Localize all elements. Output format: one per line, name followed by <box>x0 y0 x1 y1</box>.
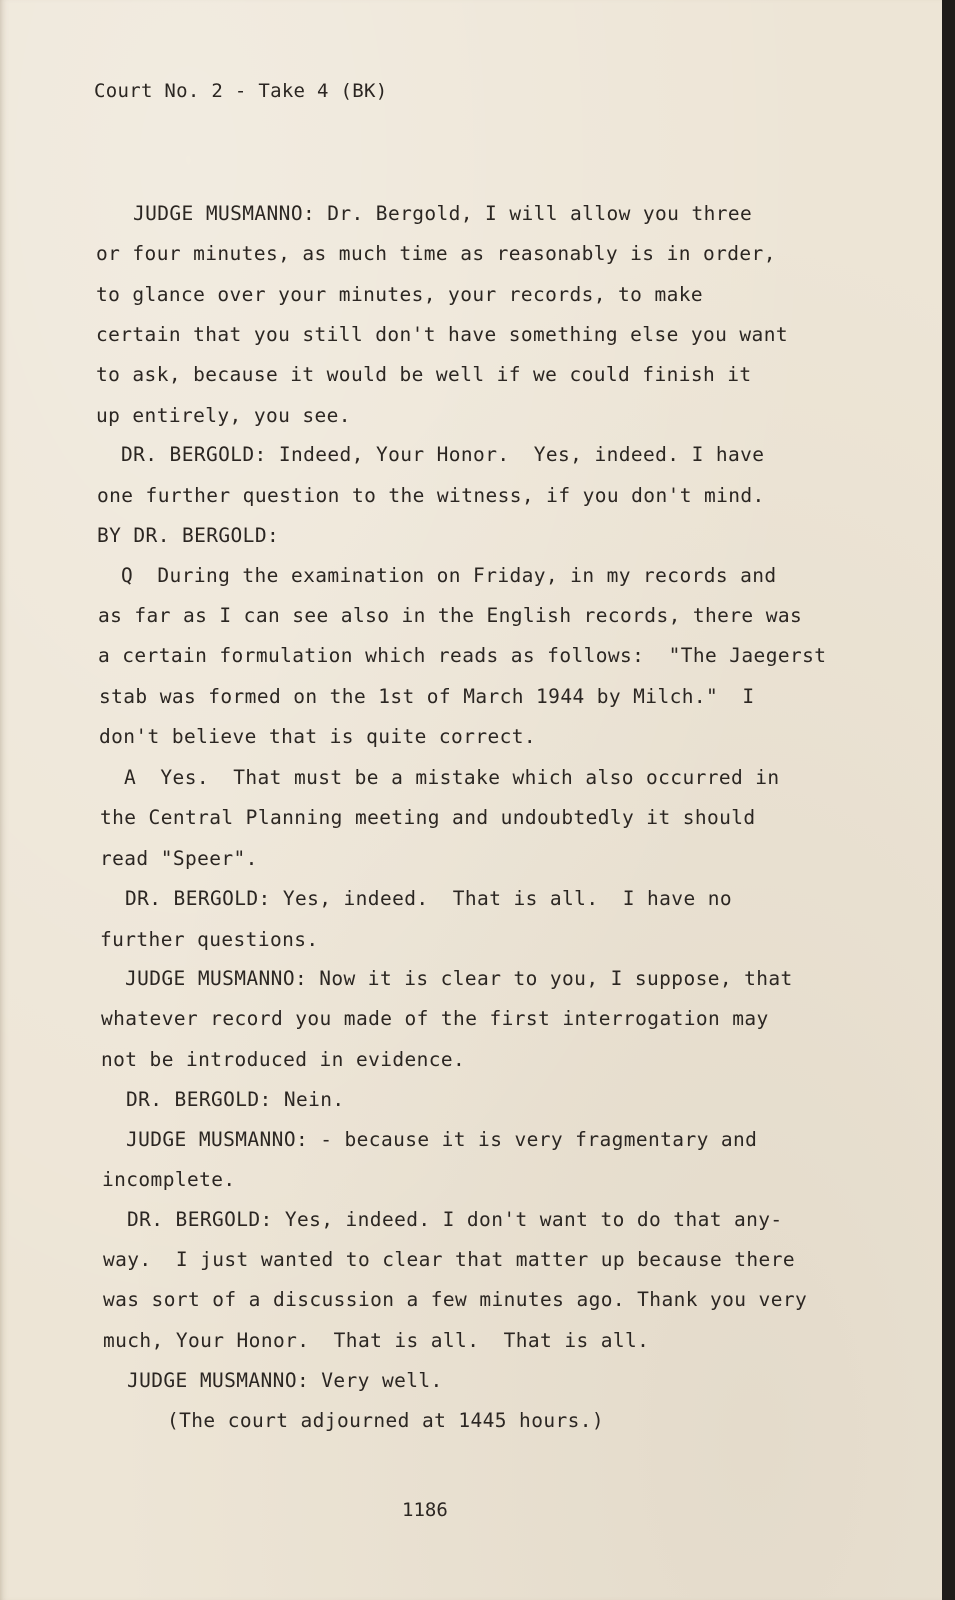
text-line: the Central Planning meeting and undoubtedly it should <box>100 806 756 829</box>
text-line: not be introduced in evidence. <box>101 1048 466 1071</box>
page-number: 1186 <box>402 1499 448 1521</box>
text-line: DR. BERGOLD: Nein. <box>126 1088 345 1111</box>
text-line: to glance over your minutes, your records, to make <box>96 283 703 306</box>
text-line: JUDGE MUSMANNO: Very well. <box>127 1369 443 1392</box>
text-line: to ask, because it would be well if we could finish it <box>96 363 752 386</box>
text-line: A Yes. That must be a mistake which also occurred in <box>124 766 780 789</box>
scan-edge <box>942 0 955 1600</box>
text-line: much, Your Honor. That is all. That is all. <box>103 1329 650 1352</box>
text-line: JUDGE MUSMANNO: Now it is clear to you, I suppose, that <box>125 967 793 990</box>
text-line: DR. BERGOLD: Yes, indeed. That is all. I have no <box>125 887 732 910</box>
text-line: up entirely, you see. <box>96 404 351 427</box>
text-line: read "Speer". <box>100 847 258 870</box>
text-line: as far as I can see also in the English records, there was <box>98 604 803 627</box>
text-line: whatever record you made of the first interrogation may <box>101 1007 769 1030</box>
text-line: Q During the examination on Friday, in my records and <box>121 564 777 587</box>
page-header: Court No. 2 - Take 4 (BK) <box>94 80 388 102</box>
text-line: a certain formulation which reads as follows: "The Jaegerst <box>98 644 827 667</box>
text-line: further questions. <box>100 928 319 951</box>
text-line: way. I just wanted to clear that matter up because there <box>103 1248 795 1271</box>
text-line: (The court adjourned at 1445 hours.) <box>167 1409 605 1432</box>
text-line: don't believe that is quite correct. <box>99 725 537 748</box>
text-line: DR. BERGOLD: Indeed, Your Honor. Yes, indeed. I have <box>121 443 765 466</box>
text-line: incomplete. <box>102 1168 236 1191</box>
text-line: was sort of a discussion a few minutes ago. Thank you very <box>103 1288 808 1311</box>
text-line: DR. BERGOLD: Yes, indeed. I don't want to do that any- <box>127 1208 783 1231</box>
text-line: JUDGE MUSMANNO: - because it is very fragmentary and <box>126 1128 758 1151</box>
text-line: BY DR. BERGOLD: <box>97 524 280 547</box>
text-line: JUDGE MUSMANNO: Dr. Bergold, I will allow you three <box>133 202 753 225</box>
text-line: one further question to the witness, if you don't mind. <box>97 484 765 507</box>
text-line: certain that you still don't have something else you want <box>96 323 788 346</box>
text-line: or four minutes, as much time as reasonably is in order, <box>96 242 776 265</box>
text-line: stab was formed on the 1st of March 1944 by Milch." I <box>99 685 755 708</box>
